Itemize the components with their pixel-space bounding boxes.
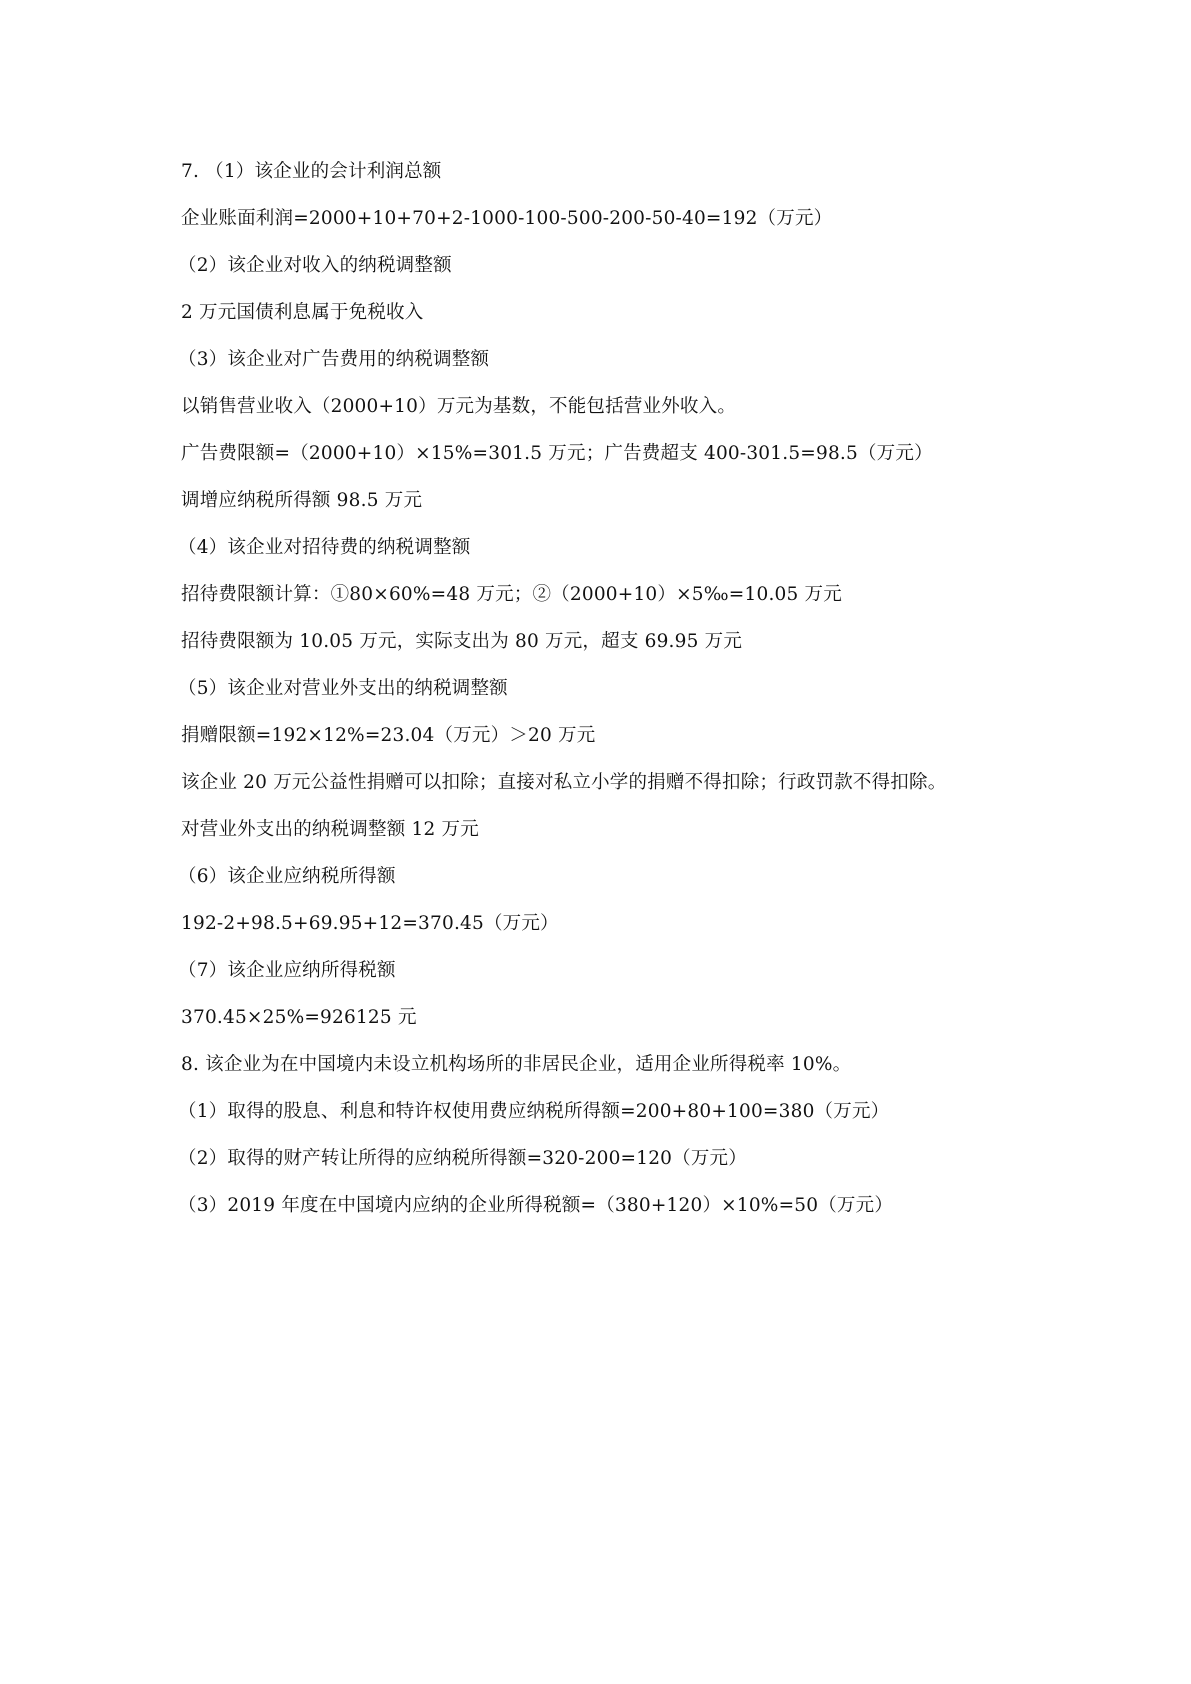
subheading-income-adjustment: （2）该企业对收入的纳税调整额 [178,255,452,276]
line-advertising-increase: 调增应纳税所得额 98.5 万元 [181,490,423,511]
line-taxable-income-calc: 192-2+98.5+69.95+12=370.45（万元） [181,913,559,934]
question-8-heading: 8. 该企业为在中国境内未设立机构场所的非居民企业，适用企业所得税率 10%。 [181,1054,852,1075]
subheading-nonoperating-adjustment: （5）该企业对营业外支出的纳税调整额 [178,678,508,699]
line-advertising-base: 以销售营业收入（2000+10）万元为基数，不能包括营业外收入。 [181,396,737,417]
document-body [0,148,1191,1229]
line-entertainment-calc: 招待费限额计算：①80×60%=48 万元；②（2000+10）×5‰=10.05 万元 [181,584,842,605]
line-dividends-taxable: （1）取得的股息、利息和特许权使用费应纳税所得额=200+80+100=380（万元） [178,1101,890,1122]
subheading-taxable-income: （6）该企业应纳税所得额 [178,866,396,887]
line-bond-interest: 2 万元国债利息属于免税收入 [181,302,424,323]
question-7-heading: 7. （1）该企业的会计利润总额 [181,161,442,182]
line-nonoperating-total: 对营业外支出的纳税调整额 12 万元 [181,819,479,840]
line-donation-deduction: 该企业 20 万元公益性捐赠可以扣除；直接对私立小学的捐赠不得扣除；行政罚款不得扣除。 [181,772,947,793]
subheading-entertainment-adjustment: （4）该企业对招待费的纳税调整额 [178,537,471,558]
line-donation-limit: 捐赠限额=192×12%=23.04（万元）＞20 万元 [181,725,596,746]
subheading-advertising-adjustment: （3）该企业对广告费用的纳税调整额 [178,349,490,370]
line-2019-income-tax: （3）2019 年度在中国境内应纳的企业所得税额=（380+120）×10%=50（万元） [178,1195,894,1216]
line-book-profit: 企业账面利润=2000+10+70+2-1000-100-500-200-50-40=192（万元） [181,208,833,229]
line-advertising-limit: 广告费限额=（2000+10）×15%=301.5 万元；广告费超支 400-301.5=98.5（万元） [181,443,933,464]
line-entertainment-excess: 招待费限额为 10.05 万元，实际支出为 80 万元，超支 69.95 万元 [181,631,743,652]
line-property-transfer-taxable: （2）取得的财产转让所得的应纳税所得额=320-200=120（万元） [178,1148,747,1169]
subheading-income-tax: （7）该企业应纳所得税额 [178,960,396,981]
line-income-tax-calc: 370.45×25%=926125 元 [181,1007,417,1028]
